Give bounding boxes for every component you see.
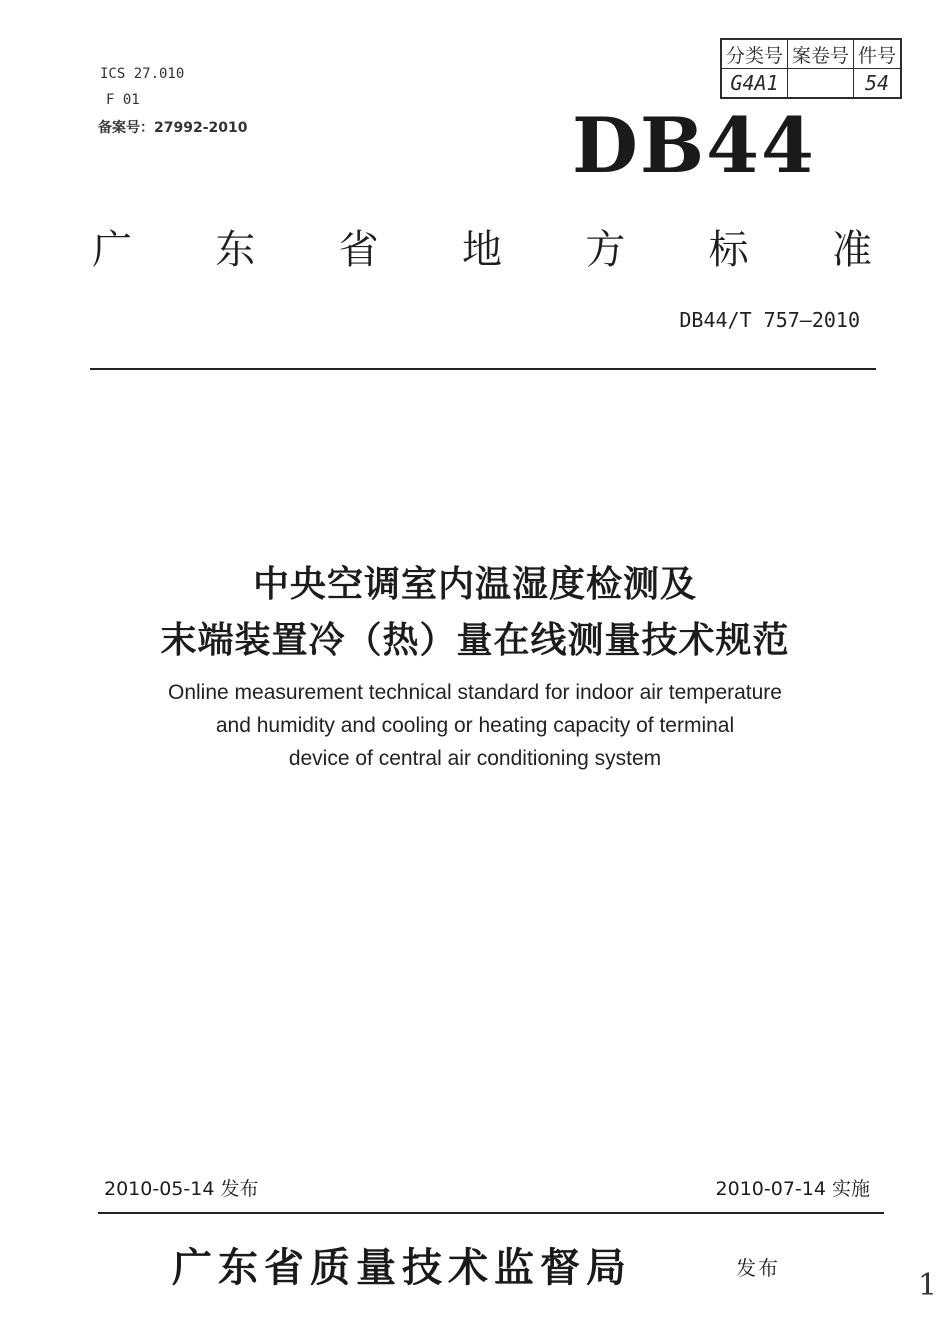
effective-date: 2010-07-14 实施 [715,1178,870,1200]
title-en-line2: and humidity and cooling or heating capacity of terminal [215,714,735,737]
standard-category [92,218,872,275]
category-char: 东 [215,227,256,273]
stamp-header-row [721,39,901,69]
stamp-value-item: 54 [854,69,902,99]
page-number: 1 [918,1268,938,1303]
ics-code: ICS 27.010 [100,66,185,82]
category-char: 省 [338,227,379,273]
category-char: 标 [708,227,749,273]
db44-logo: DB44 [572,101,816,190]
category-char: 广 [92,227,132,273]
archive-stamp [720,38,902,99]
header-divider [90,368,876,370]
title-zh-line1: 中央空调室内温湿度检测及 [252,564,697,605]
stamp-value-class: G4A1 [721,69,788,99]
publisher-name: 广东省质量技术监督局 [172,1244,632,1291]
title-en-line1: Online measurement technical standard for indoor air temperature [168,681,782,704]
publish-label: 发布 [736,1256,780,1280]
standard-number: DB44/T 757—2010 [679,308,860,332]
title-en-line3: device of central air conditioning system [288,747,662,770]
filing-number: 备案号：27992-2010 [98,120,248,136]
footer-divider [98,1212,884,1214]
title-zh-line2: 末端装置冷（热）量在线测量技术规范 [160,620,790,661]
category-char: 地 [461,227,502,273]
ccs-code: F 01 [106,92,140,108]
issue-date: 2010-05-14 发布 [104,1178,259,1200]
stamp-value-volume [788,69,854,99]
category-char: 准 [831,227,872,273]
stamp-header-class: 分类号 [721,39,788,69]
stamp-value-row [721,69,901,99]
category-char: 方 [585,227,626,273]
stamp-header-volume: 案卷号 [788,39,854,69]
stamp-header-item: 件号 [854,39,902,69]
